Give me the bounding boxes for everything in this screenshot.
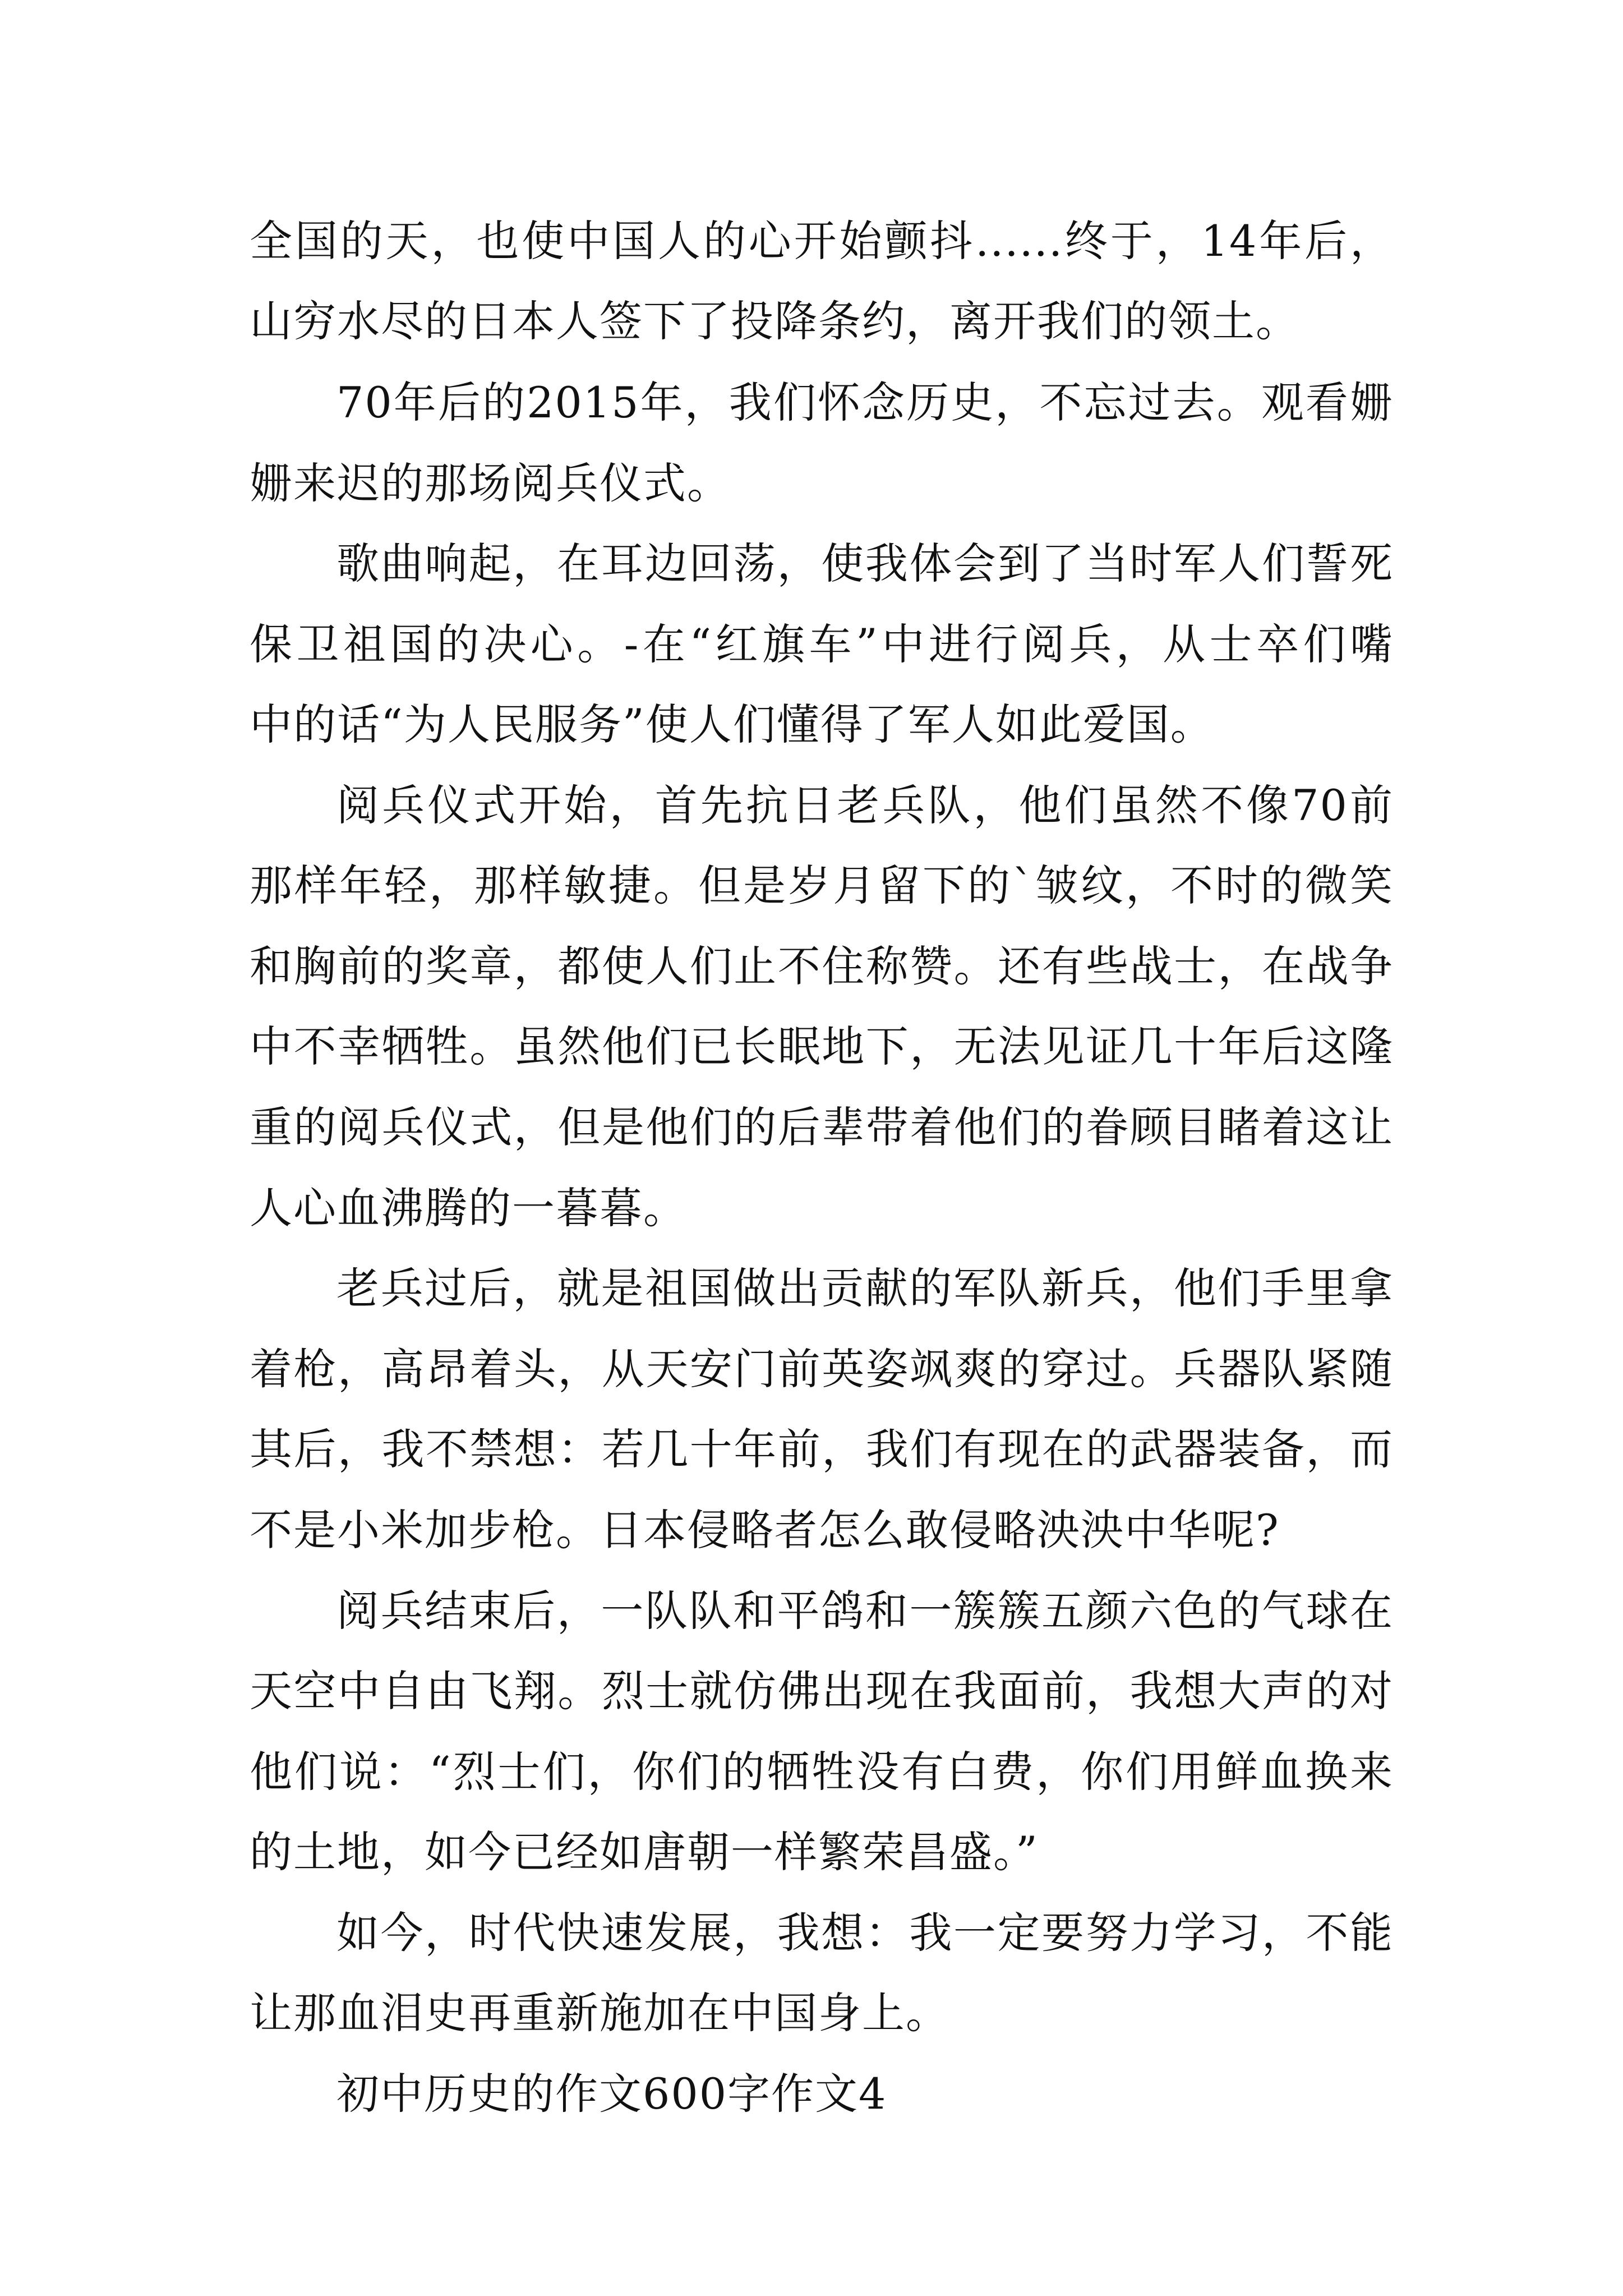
text-line: 让那血泪史再重新施加在中国身上。 <box>250 1988 949 2038</box>
text-line: 重的阅兵仪式，但是他们的后辈带着他们的眷顾目睹着这让 <box>250 1102 1394 1152</box>
paragraph-first-line: 老兵过后，就是祖国做出贡献的军队新兵，他们手里拿 <box>336 1263 1394 1313</box>
paragraph-first-line: 歌曲响起，在耳边回荡，使我体会到了当时军人们誓死 <box>336 539 1394 588</box>
paragraph-first-line: 阅兵结束后，一队队和平鸽和一簇簇五颜六色的气球在 <box>336 1586 1394 1636</box>
text-line: 和胸前的奖章，都使人们止不住称赞。还有些战士，在战争 <box>250 941 1394 991</box>
text-line: 姗来迟的那场阅兵仪式。 <box>250 458 731 508</box>
text-line: 着枪，高昂着头，从天安门前英姿飒爽的穿过。兵器队紧随 <box>250 1344 1394 1394</box>
text-line: 其后，我不禁想：若几十年前，我们有现在的武器装备，而 <box>250 1424 1394 1474</box>
text-line: 不是小米加步枪。日本侵略者怎么敢侵略泱泱中华呢? <box>250 1505 1280 1555</box>
text-line: 人心血沸腾的一暮暮。 <box>250 1183 687 1233</box>
text-line: 中的话“为人民服务”使人们懂得了军人如此爱国。 <box>250 700 1214 749</box>
text-line: 中不幸牺牲。虽然他们已长眠地下，无法见证几十年后这隆 <box>250 1022 1394 1071</box>
text-line: 天空中自由飞翔。烈士就仿佛出现在我面前，我想大声的对 <box>250 1666 1394 1716</box>
text-line: 全国的天，也使中国人的心开始颤抖......终于，14年后， <box>250 216 1394 266</box>
paragraph-first-line: 阅兵仪式开始，首先抗日老兵队，他们虽然不像70前 <box>336 780 1394 830</box>
paragraph-first-line: 70年后的2015年，我们怀念历史，不忘过去。观看姗 <box>336 378 1394 427</box>
text-line: 那样年轻，那样敏捷。但是岁月留下的`皱纹，不时的微笑 <box>250 861 1394 910</box>
paragraph-first-line: 如今，时代快速发展，我想：我一定要努力学习，不能 <box>336 1908 1394 1958</box>
section-heading: 初中历史的作文600字作文4 <box>336 2069 887 2119</box>
text-line: 山穷水尽的日本人签下了投降条约，离开我们的领土。 <box>250 296 1299 346</box>
text-line: 他们说：“烈士们，你们的牺牲没有白费，你们用鲜血换来 <box>250 1747 1394 1797</box>
text-line: 保卫祖国的决心。-在“红旗车”中进行阅兵，从士卒们嘴 <box>250 619 1394 669</box>
text-line: 的土地，如今已经如唐朝一样繁荣昌盛。” <box>250 1827 1039 1877</box>
